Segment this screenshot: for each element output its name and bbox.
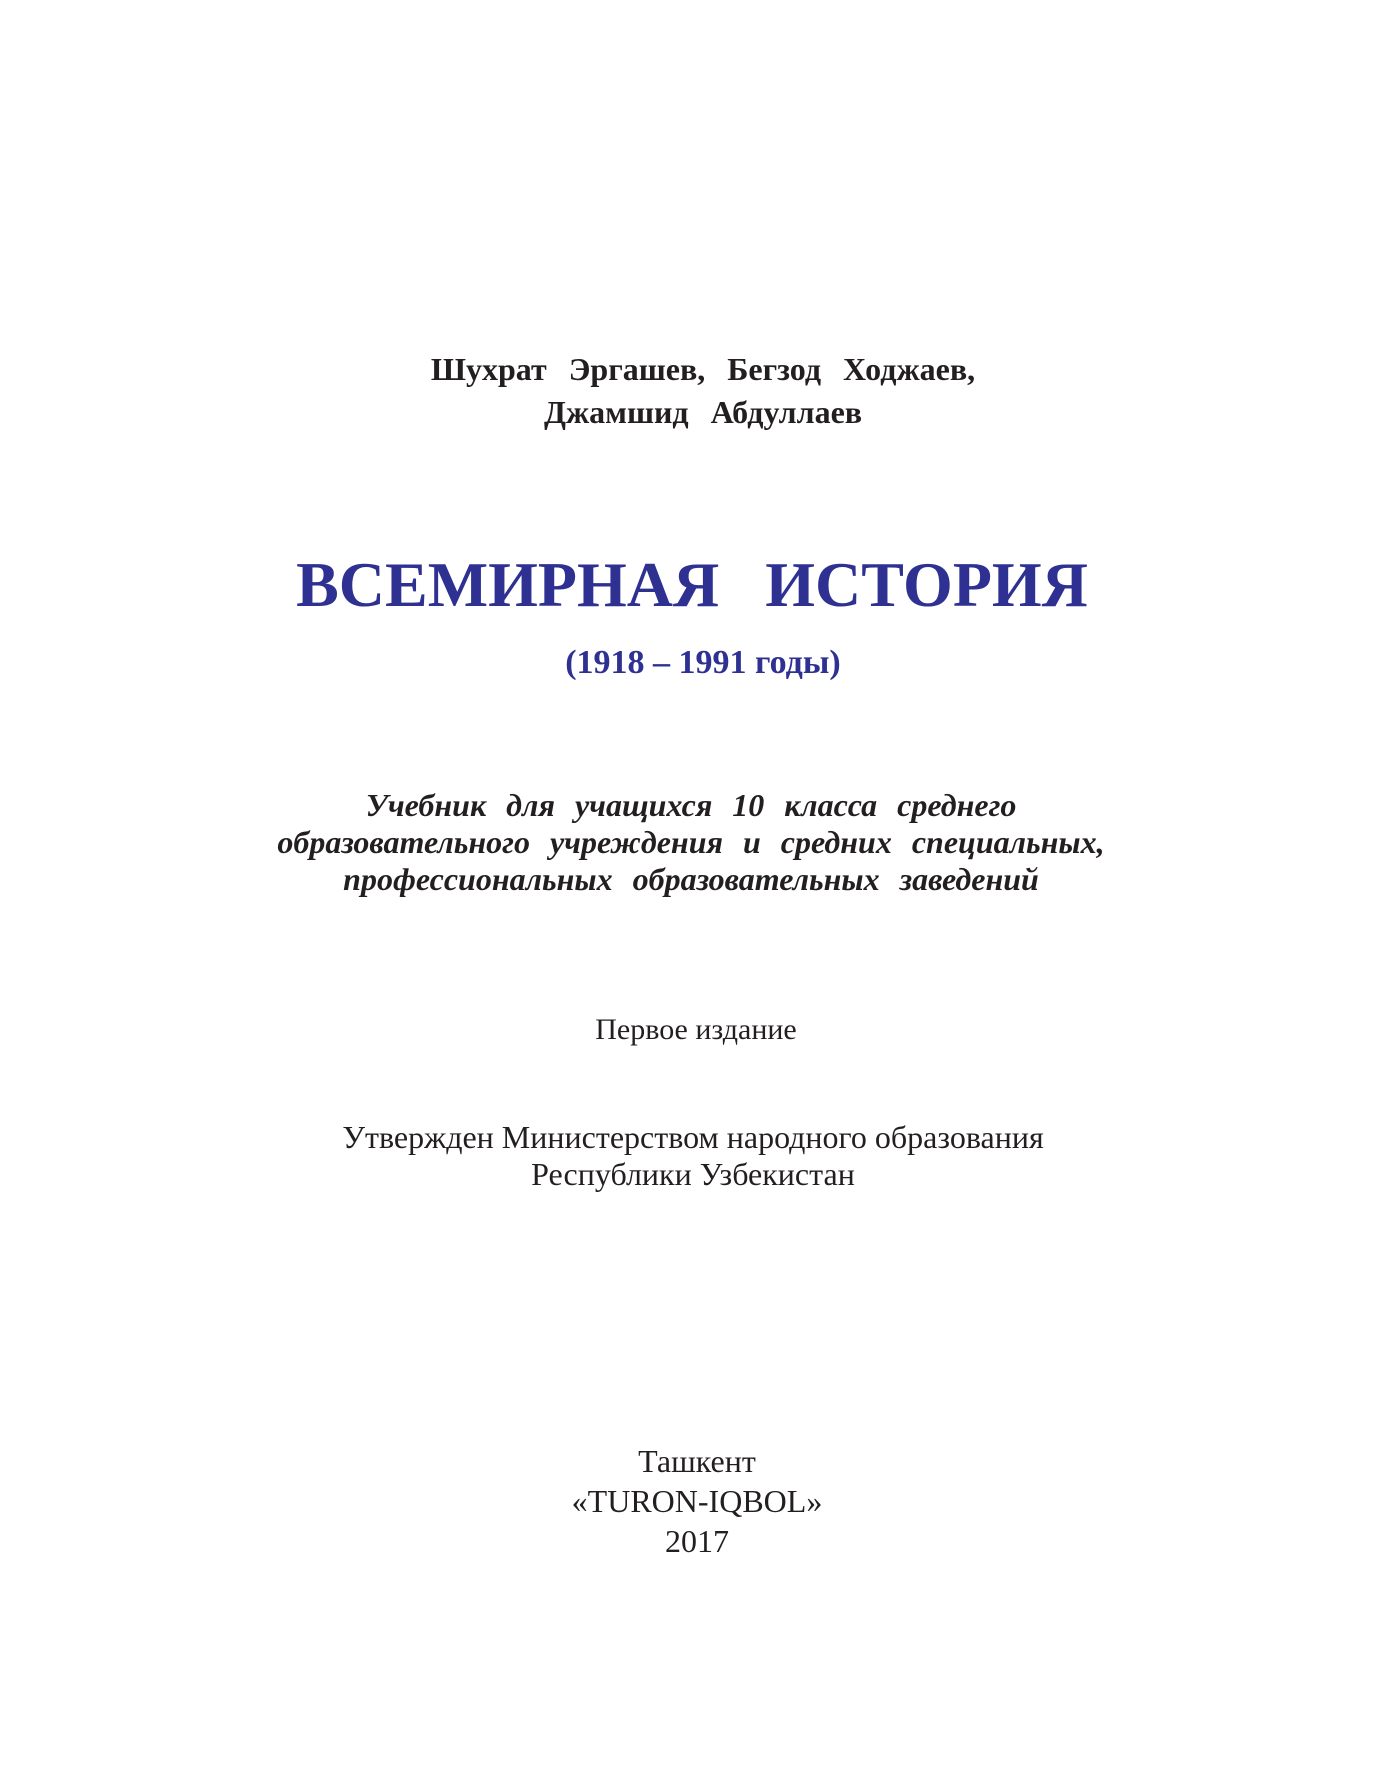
- subtitle-line-1: Учебник для учащихся 10 класса среднего: [365, 787, 1017, 823]
- authors-line-2: Джамшид Абдуллаев: [543, 394, 863, 430]
- approval-line-2: Республики Узбекистан: [531, 1156, 855, 1192]
- book-title: ВСЕМИРНАЯ ИСТОРИЯ: [296, 549, 1088, 620]
- authors: [0, 348, 1378, 434]
- subtitle-line-2: образовательного учреждения и средних специальных,: [277, 824, 1105, 860]
- imprint-year: 2017: [665, 1523, 729, 1559]
- imprint: [0, 1441, 1378, 1561]
- approval-line-1: Утвержден Министерством народного образования: [342, 1119, 1044, 1155]
- edition-label: Первое издание: [595, 1013, 797, 1046]
- imprint-publisher: «TURON-IQBOL»: [571, 1483, 823, 1519]
- book-years: (1918 – 1991 годы): [565, 644, 841, 681]
- authors-line-1: Шухрат Эргашев, Бегзод Ходжаев,: [430, 351, 976, 387]
- subtitle-line-3: профессиональных образовательных заведений: [343, 861, 1039, 897]
- imprint-city: Ташкент: [638, 1443, 756, 1479]
- approval-note: [0, 1119, 1378, 1193]
- book-subtitle: [0, 787, 1378, 898]
